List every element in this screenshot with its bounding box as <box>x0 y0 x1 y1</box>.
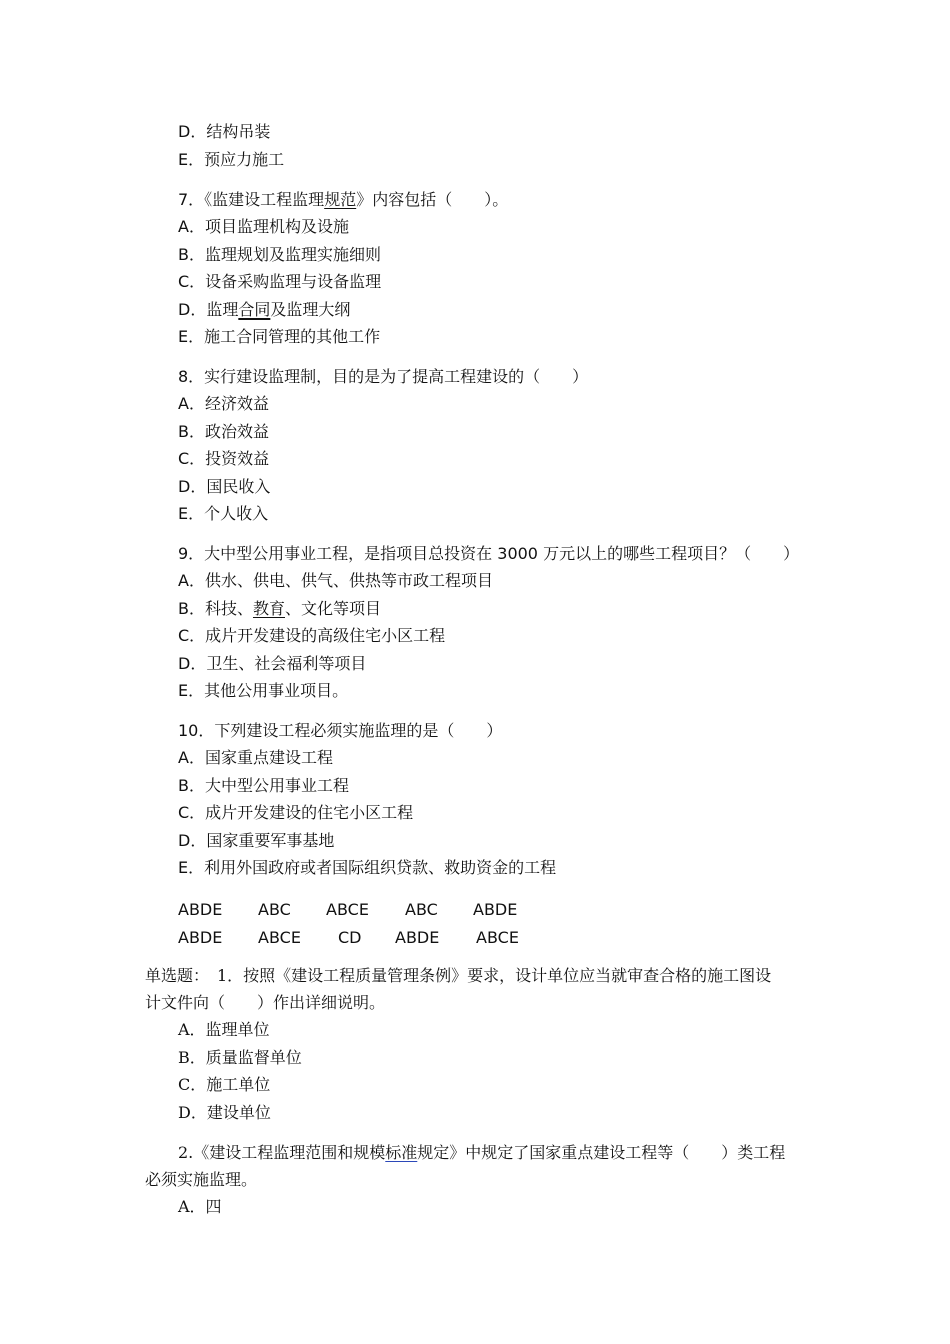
answer-cell: ABDE <box>395 928 440 947</box>
question-7-option-e: E．施工合同管理的其他工作 <box>178 327 381 346</box>
question-7-option-b: B．监理规划及监理实施细则 <box>178 245 381 264</box>
question-9-option-b <box>178 599 381 619</box>
answer-cell: ABCE <box>258 928 301 947</box>
question-9-option-b-prefix: B．科技、 <box>178 599 253 618</box>
question-10-option-c: C．成片开发建设的住宅小区工程 <box>178 803 414 822</box>
single-choice-q1-option-d: D．建设单位 <box>178 1103 271 1122</box>
question-7-option-d-suffix: 及监理大纲 <box>270 300 351 319</box>
single-choice-q1-line1: 单选题： 1．按照《建设工程质量管理条例》要求，设计单位应当就审查合格的施工图设 <box>145 966 772 985</box>
single-choice-q2-option-a: A．四 <box>178 1197 222 1216</box>
question-8-option-e: E．个人收入 <box>178 504 269 523</box>
question-7-option-d-prefix: D．监理 <box>178 300 239 319</box>
answer-cell: ABC <box>405 900 438 919</box>
single-choice-q1-option-a: A．监理单位 <box>178 1020 270 1039</box>
question-10-option-a: A．国家重点建设工程 <box>178 748 333 767</box>
question-10-option-e: E．利用外国政府或者国际组织贷款、救助资金的工程 <box>178 858 557 877</box>
question-9-option-e: E．其他公用事业项目。 <box>178 681 349 700</box>
single-choice-q1-option-b: B．质量监督单位 <box>178 1048 302 1067</box>
single-choice-q2-suffix: 规定》中规定了国家重点建设工程等（ ）类工程 <box>417 1143 786 1162</box>
option-d-structure-lifting: D．结构吊装 <box>178 122 271 141</box>
question-8-option-b: B．政治效益 <box>178 422 269 441</box>
question-9-option-b-suffix: 、文化等项目 <box>285 599 382 618</box>
answer-cell: ABC <box>258 900 291 919</box>
question-9-stem: 9．大中型公用事业工程，是指项目总投资在 3000 万元以上的哪些工程项目？（ ） <box>178 544 800 563</box>
single-choice-q2-line2: 必须实施监理。 <box>145 1170 258 1189</box>
question-9-option-b-underlined: 教育 <box>252 599 285 618</box>
question-7-option-a: A．项目监理机构及设施 <box>178 217 349 236</box>
question-8-option-d: D．国民收入 <box>178 477 271 496</box>
single-choice-q2-underlined: 标准 <box>385 1143 418 1162</box>
answer-cell: CD <box>338 928 362 947</box>
question-10-option-d: D．国家重要军事基地 <box>178 831 335 850</box>
question-10-option-b: B．大中型公用事业工程 <box>178 776 349 795</box>
question-8-option-c: C．投资效益 <box>178 449 270 468</box>
question-10-stem: 10．下列建设工程必须实施监理的是（ ） <box>178 721 503 740</box>
single-choice-q2-prefix: 2.《建设工程监理范围和规模 <box>178 1143 386 1162</box>
option-e-prestress: E．预应力施工 <box>178 150 285 169</box>
question-7-prefix: 7．《监建设工程监理 <box>178 190 325 209</box>
question-9-option-a: A．供水、供电、供气、供热等市政工程项目 <box>178 571 493 590</box>
single-choice-q1-option-c: C．施工单位 <box>178 1075 271 1094</box>
question-7-underlined: 规范 <box>324 190 357 209</box>
answer-cell: ABDE <box>178 900 223 919</box>
question-9-option-d: D．卫生、社会福利等项目 <box>178 654 367 673</box>
question-9-option-c: C．成片开发建设的高级住宅小区工程 <box>178 626 446 645</box>
single-choice-q2-line1 <box>178 1143 785 1163</box>
question-8-option-a: A．经济效益 <box>178 394 269 413</box>
single-choice-q1-line2: 计文件向（ ）作出详细说明。 <box>145 993 386 1012</box>
question-7-option-c: C．设备采购监理与设备监理 <box>178 272 382 291</box>
answer-cell: ABCE <box>476 928 519 947</box>
answer-cell: ABDE <box>178 928 223 947</box>
question-7-stem <box>178 190 508 210</box>
answer-cell: ABCE <box>326 900 369 919</box>
question-8-stem: 8．实行建设监理制，目的是为了提高工程建设的（ ） <box>178 367 589 386</box>
answer-cell: ABDE <box>473 900 518 919</box>
question-7-option-d-underlined: 合同 <box>238 300 271 319</box>
question-7-option-d <box>178 300 350 320</box>
question-7-suffix: 》内容包括（ ）。 <box>356 190 509 209</box>
